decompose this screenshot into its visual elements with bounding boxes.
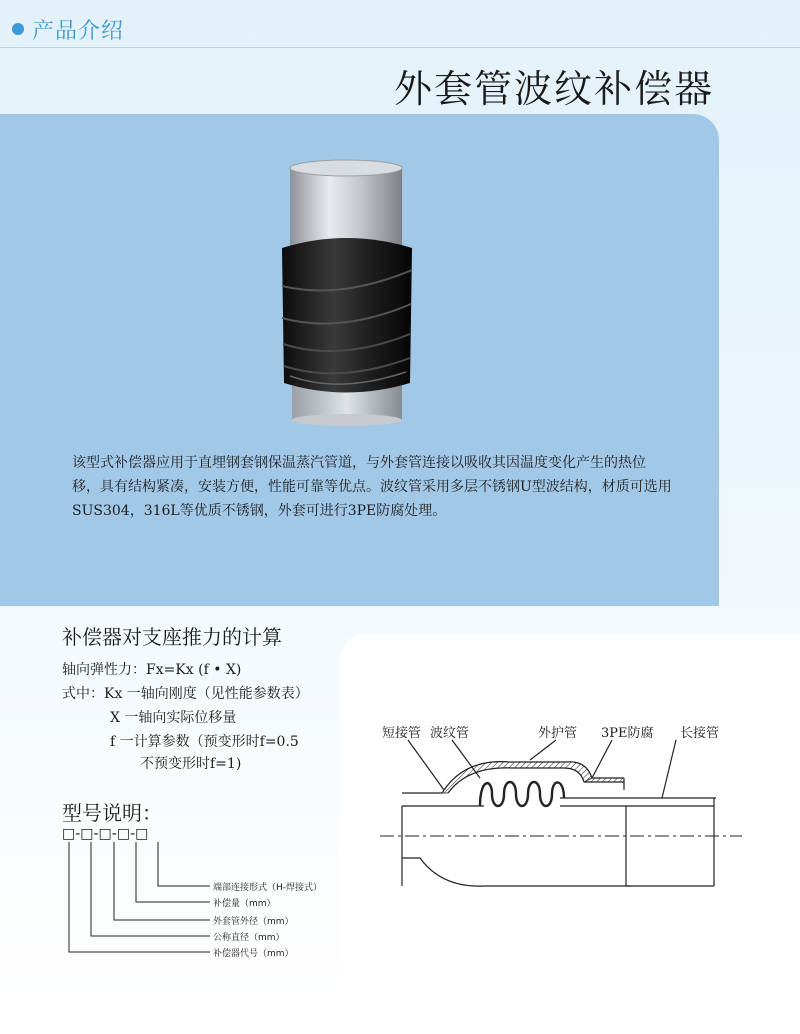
legend-item: 端部连接形式（H-焊接式） [213, 883, 323, 893]
formula-line: 不预变形时f=1) [140, 756, 242, 772]
product-photo [270, 158, 420, 430]
model-legend-lines [60, 842, 220, 962]
label-outer-casing: 外护管 [538, 726, 578, 741]
formula-line: 式中：Kx 一轴向刚度（见性能参数表） [62, 686, 309, 702]
label-long-pipe: 长接管 [680, 726, 720, 741]
calculation-heading: 补偿器对支座推力的计算 [62, 625, 282, 649]
model-code: □-□-□-□-□ [62, 826, 149, 842]
section-bullet-icon [12, 23, 24, 35]
section-label: 产品介绍 [32, 19, 125, 44]
product-description: 该型式补偿器应用于直埋钢套钢保温蒸汽管道，与外套管连接以吸收其因温度变化产生的热位移，具有结构紧凑，安装方便，性能可靠等优点。波纹管采用多层不锈钢U型波结构，材质可选用SUS304，316L等优质不锈钢，外套可进行3PE防腐处理。 [72, 455, 672, 519]
formula-line: f 一计算参数（预变形时f=0.5 [110, 734, 299, 750]
model-heading: 型号说明： [62, 801, 162, 825]
label-bellows: 波纹管 [430, 726, 470, 741]
legend-item: 外套管外径（mm） [213, 917, 294, 927]
legend-item: 补偿器代号（mm） [213, 949, 294, 959]
product-title: 外套管波纹补偿器 [393, 67, 714, 111]
formula-line: 轴向弹性力：Fx=Kx (f • X) [62, 662, 242, 678]
header-divider [0, 47, 800, 48]
legend-item: 补偿量（mm） [213, 899, 276, 909]
label-3pe-coating: 3PE防腐 [601, 726, 654, 741]
label-short-pipe: 短接管 [382, 726, 422, 741]
formula-line: X 一轴向实际位移量 [110, 710, 237, 726]
compensator-section-diagram [380, 738, 760, 908]
legend-item: 公称直径（mm） [213, 933, 285, 943]
